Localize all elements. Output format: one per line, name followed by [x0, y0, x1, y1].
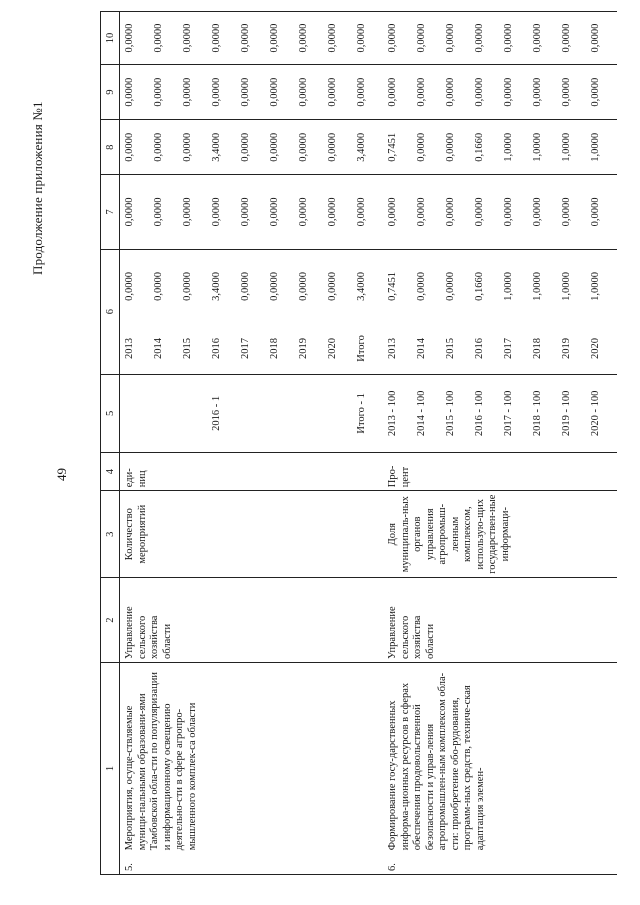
year-cell: 2017 — [501, 323, 530, 374]
executor-cell: Управление сельского хозяйства области — [120, 578, 384, 663]
code-cell — [151, 374, 180, 452]
year-cell: 2016 — [209, 323, 238, 374]
value-col-10: 0,0000 — [238, 12, 267, 65]
value-col-10: 0,0000 — [588, 12, 617, 65]
value-col-6: 0,0000 — [120, 249, 152, 323]
value-col-9: 0,0000 — [209, 65, 238, 120]
value-col-10: 0,0000 — [151, 12, 180, 65]
code-cell — [325, 374, 354, 452]
table-row — [120, 12, 152, 875]
value-col-6: 0,0000 — [443, 249, 472, 323]
value-col-8: 0,0000 — [151, 120, 180, 175]
value-col-6: 1,0000 — [559, 249, 588, 323]
value-col-10: 0,0000 — [267, 12, 296, 65]
value-col-8: 0,0000 — [267, 120, 296, 175]
year-cell: 2014 — [414, 323, 443, 374]
value-col-10: 0,0000 — [501, 12, 530, 65]
value-col-6: 0,0000 — [180, 249, 209, 323]
header-col-1: 1 — [101, 662, 120, 874]
value-col-8: 0,0000 — [120, 120, 152, 175]
row-number: 5. — [120, 853, 384, 874]
code-cell — [296, 374, 325, 452]
value-col-6: 0,0000 — [151, 249, 180, 323]
code-cell: 2016 - 1 — [209, 374, 238, 452]
header-col-4: 4 — [101, 453, 120, 491]
value-col-9: 0,0000 — [120, 65, 152, 120]
value-col-7: 0,0000 — [559, 175, 588, 249]
year-cell: 2019 — [559, 323, 588, 374]
value-col-7: 0,0000 — [501, 175, 530, 249]
year-cell: 2013 — [120, 323, 152, 374]
value-col-10: 0,0000 — [530, 12, 559, 65]
year-cell: Итого — [354, 323, 383, 374]
year-cell: 2017 — [238, 323, 267, 374]
value-col-6: 1,0000 — [501, 249, 530, 323]
activity-cell: Мероприятия, осуще-ствляемые муници-пальными образовани-ями Тамбовской обла-сти по популяризации и информационному освещению деятельно-сти в сфере агропро-мышленного комплек-са области — [120, 662, 384, 853]
appendix-table — [100, 11, 617, 875]
value-col-6: 0,0000 — [296, 249, 325, 323]
continuation-label: Продолжение приложения №1 — [30, 101, 45, 275]
code-cell: 2015 - 100 — [443, 374, 472, 452]
value-col-7: 0,0000 — [180, 175, 209, 249]
value-col-9: 0,0000 — [588, 65, 617, 120]
value-col-9: 0,0000 — [354, 65, 383, 120]
value-col-10: 0,0000 — [354, 12, 383, 65]
code-cell: 2020 - 100 — [588, 374, 617, 452]
value-col-8: 0,7451 — [383, 120, 414, 175]
value-col-6: 0,0000 — [267, 249, 296, 323]
code-cell — [120, 374, 152, 452]
value-col-7: 0,0000 — [530, 175, 559, 249]
value-col-10: 0,0000 — [209, 12, 238, 65]
value-col-10: 0,0000 — [296, 12, 325, 65]
value-col-7: 0,0000 — [414, 175, 443, 249]
value-col-7: 0,0000 — [296, 175, 325, 249]
year-cell: 2015 — [443, 323, 472, 374]
value-col-9: 0,0000 — [296, 65, 325, 120]
value-col-9: 0,0000 — [238, 65, 267, 120]
value-col-8: 3,4000 — [354, 120, 383, 175]
value-col-6: 0,7451 — [383, 249, 414, 323]
header-col-5: 5 — [101, 374, 120, 452]
value-col-9: 0,0000 — [501, 65, 530, 120]
value-col-8: 0,1660 — [472, 120, 501, 175]
value-col-7: 0,0000 — [120, 175, 152, 249]
value-col-7: 0,0000 — [443, 175, 472, 249]
value-col-7: 0,0000 — [588, 175, 617, 249]
indicator-cell: Доля муниципаль-ных органов управления агропромыш-ленным комплексом, использую-щих государствен-ные информаци- — [383, 491, 617, 578]
table-row — [383, 12, 414, 875]
unit-cell: еди-ниц — [120, 453, 384, 491]
year-cell: 2016 — [472, 323, 501, 374]
value-col-8: 3,4000 — [209, 120, 238, 175]
value-col-8: 0,0000 — [443, 120, 472, 175]
value-col-9: 0,0000 — [325, 65, 354, 120]
code-cell: Итого - 1 — [354, 374, 383, 452]
header-col-2: 2 — [101, 578, 120, 663]
code-cell: 2018 - 100 — [530, 374, 559, 452]
value-col-10: 0,0000 — [120, 12, 152, 65]
value-col-6: 0,0000 — [325, 249, 354, 323]
year-cell: 2018 — [530, 323, 559, 374]
value-col-8: 1,0000 — [559, 120, 588, 175]
header-col-6: 6 — [101, 249, 120, 374]
code-cell: 2019 - 100 — [559, 374, 588, 452]
value-col-9: 0,0000 — [472, 65, 501, 120]
value-col-10: 0,0000 — [180, 12, 209, 65]
value-col-9: 0,0000 — [267, 65, 296, 120]
header-col-9: 9 — [101, 65, 120, 120]
value-col-7: 0,0000 — [325, 175, 354, 249]
value-col-10: 0,0000 — [559, 12, 588, 65]
value-col-6: 3,4000 — [354, 249, 383, 323]
year-cell: 2013 — [383, 323, 414, 374]
value-col-8: 0,0000 — [238, 120, 267, 175]
year-cell: 2019 — [296, 323, 325, 374]
value-col-6: 1,0000 — [588, 249, 617, 323]
header-col-10: 10 — [101, 12, 120, 65]
year-cell: 2020 — [588, 323, 617, 374]
value-col-10: 0,0000 — [472, 12, 501, 65]
value-col-7: 0,0000 — [383, 175, 414, 249]
executor-cell: Управление сельского хозяйства области — [383, 578, 617, 663]
value-col-7: 0,0000 — [472, 175, 501, 249]
value-col-6: 3,4000 — [209, 249, 238, 323]
value-col-8: 1,0000 — [588, 120, 617, 175]
value-col-6: 0,0000 — [414, 249, 443, 323]
code-cell: 2017 - 100 — [501, 374, 530, 452]
row-number: 6. — [383, 853, 617, 874]
value-col-8: 1,0000 — [501, 120, 530, 175]
year-cell: 2014 — [151, 323, 180, 374]
value-col-7: 0,0000 — [238, 175, 267, 249]
header-col-3: 3 — [101, 491, 120, 578]
value-col-8: 0,0000 — [296, 120, 325, 175]
value-col-8: 0,0000 — [325, 120, 354, 175]
value-col-7: 0,0000 — [267, 175, 296, 249]
value-col-8: 0,0000 — [180, 120, 209, 175]
year-cell: 2020 — [325, 323, 354, 374]
value-col-7: 0,0000 — [354, 175, 383, 249]
value-col-6: 1,0000 — [530, 249, 559, 323]
indicator-cell: Количество мероприятий — [120, 491, 384, 578]
header-row — [101, 12, 120, 875]
code-cell — [267, 374, 296, 452]
value-col-9: 0,0000 — [443, 65, 472, 120]
code-cell: 2016 - 100 — [472, 374, 501, 452]
header-col-8: 8 — [101, 120, 120, 175]
value-col-8: 1,0000 — [530, 120, 559, 175]
value-col-9: 0,0000 — [559, 65, 588, 120]
code-cell — [238, 374, 267, 452]
page-number: 49 — [54, 468, 69, 481]
value-col-8: 0,0000 — [414, 120, 443, 175]
value-col-10: 0,0000 — [414, 12, 443, 65]
value-col-7: 0,0000 — [209, 175, 238, 249]
year-cell: 2015 — [180, 323, 209, 374]
value-col-9: 0,0000 — [180, 65, 209, 120]
table-body — [120, 12, 618, 875]
value-col-10: 0,0000 — [325, 12, 354, 65]
value-col-9: 0,0000 — [414, 65, 443, 120]
code-cell — [180, 374, 209, 452]
header-col-7: 7 — [101, 175, 120, 249]
code-cell: 2013 - 100 — [383, 374, 414, 452]
value-col-6: 0,1660 — [472, 249, 501, 323]
value-col-10: 0,0000 — [443, 12, 472, 65]
code-cell: 2014 - 100 — [414, 374, 443, 452]
activity-cell: Формирование госу-дарственных информа-ционных ресурсов в сферах обеспечения продовольственной безопасности и управ-ления агропромышлен-ным комплексом обла-сти: приобретение обо-рудования, программ-ных средств, техниче-ская адаптация элемен- — [383, 662, 617, 853]
value-col-9: 0,0000 — [530, 65, 559, 120]
value-col-7: 0,0000 — [151, 175, 180, 249]
year-cell: 2018 — [267, 323, 296, 374]
value-col-6: 0,0000 — [238, 249, 267, 323]
value-col-9: 0,0000 — [151, 65, 180, 120]
unit-cell: Про-цент — [383, 453, 617, 491]
value-col-9: 0,0000 — [383, 65, 414, 120]
value-col-10: 0,0000 — [383, 12, 414, 65]
